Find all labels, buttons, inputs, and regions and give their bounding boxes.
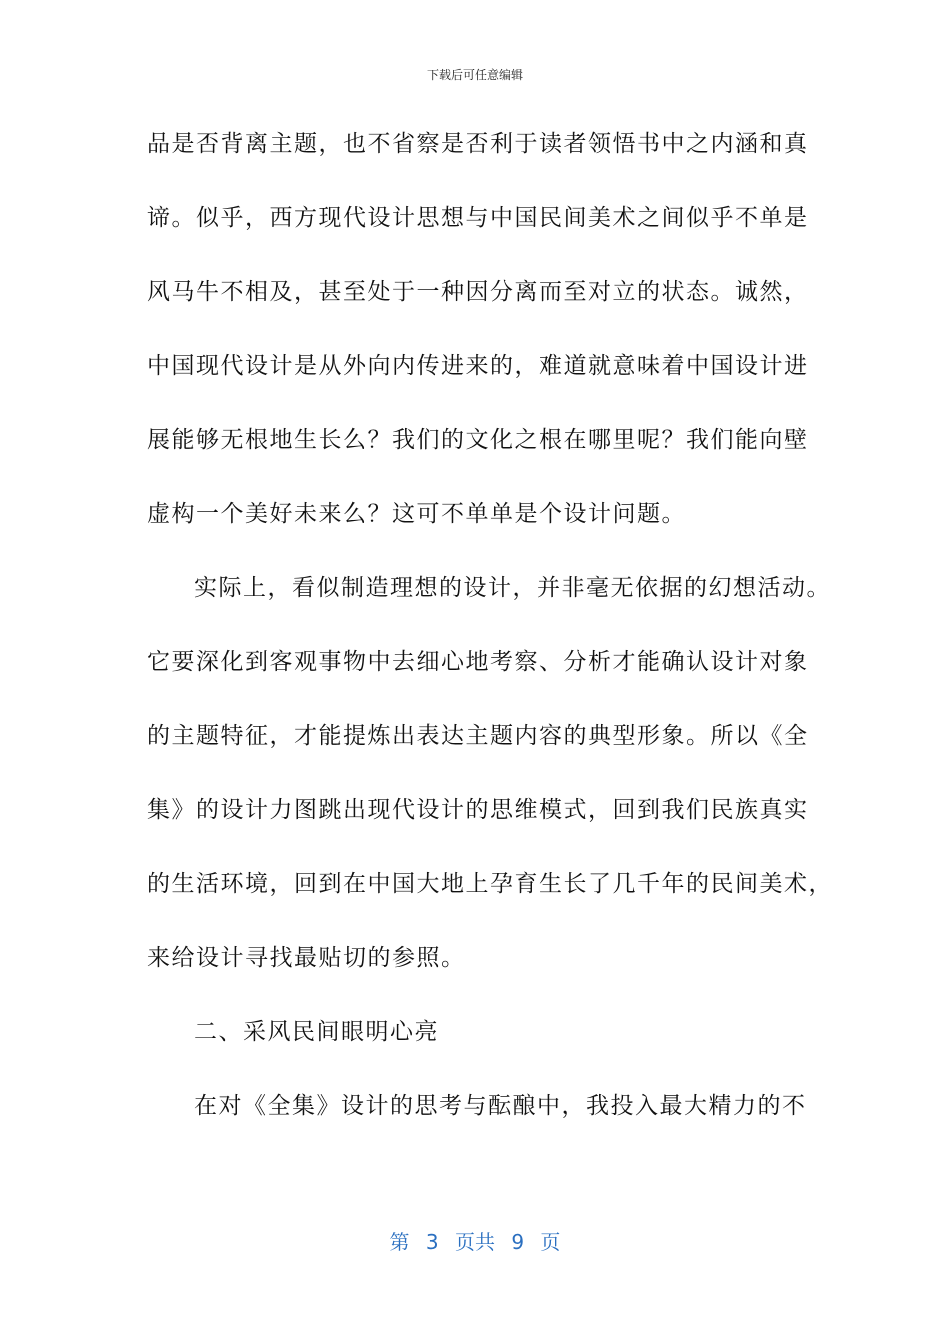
header-note: 下载后可任意编辑	[426, 68, 523, 82]
text-line: 展能够无根地生长么？我们的文化之根在哪里呢？我们能向壁	[147, 427, 809, 453]
text-line: 来给设计寻找最贴切的参照。	[147, 945, 466, 971]
text-line: 它要深化到客观事物中去细心地考察、分析才能确认设计对象	[147, 649, 809, 675]
document-body	[147, 119, 833, 1155]
text-line: 品是否背离主题，也不省察是否利于读者领悟书中之内涵和真	[147, 131, 809, 157]
text-line: 的生活环境，回到在中国大地上孕育生长了几千年的民间美术，	[147, 871, 833, 897]
text-line: 虚构一个美好未来么？这可不单单是个设计问题。	[147, 501, 686, 527]
section-heading: 二、采风民间眼明心亮	[194, 1019, 439, 1045]
text-line: 谛。似乎，西方现代设计思想与中国民间美术之间似乎不单是	[147, 205, 809, 231]
text-line: 的主题特征，才能提炼出表达主题内容的典型形象。所以《全	[147, 723, 809, 749]
text-line: 中国现代设计是从外向内传进来的，难道就意味着中国设计进	[147, 353, 809, 379]
paragraph-start-line: 实际上，看似制造理想的设计，并非毫无依据的幻想活动。	[194, 575, 831, 601]
paragraph-start-line: 在对《全集》设计的思考与酝酿中，我投入最大精力的不	[194, 1093, 807, 1119]
page-number: 第 3 页共 9 页	[389, 1230, 561, 1254]
text-line: 风马牛不相及，甚至处于一种因分离而至对立的状态。诚然，	[147, 279, 809, 305]
text-line: 集》的设计力图跳出现代设计的思维模式，回到我们民族真实	[147, 797, 809, 823]
